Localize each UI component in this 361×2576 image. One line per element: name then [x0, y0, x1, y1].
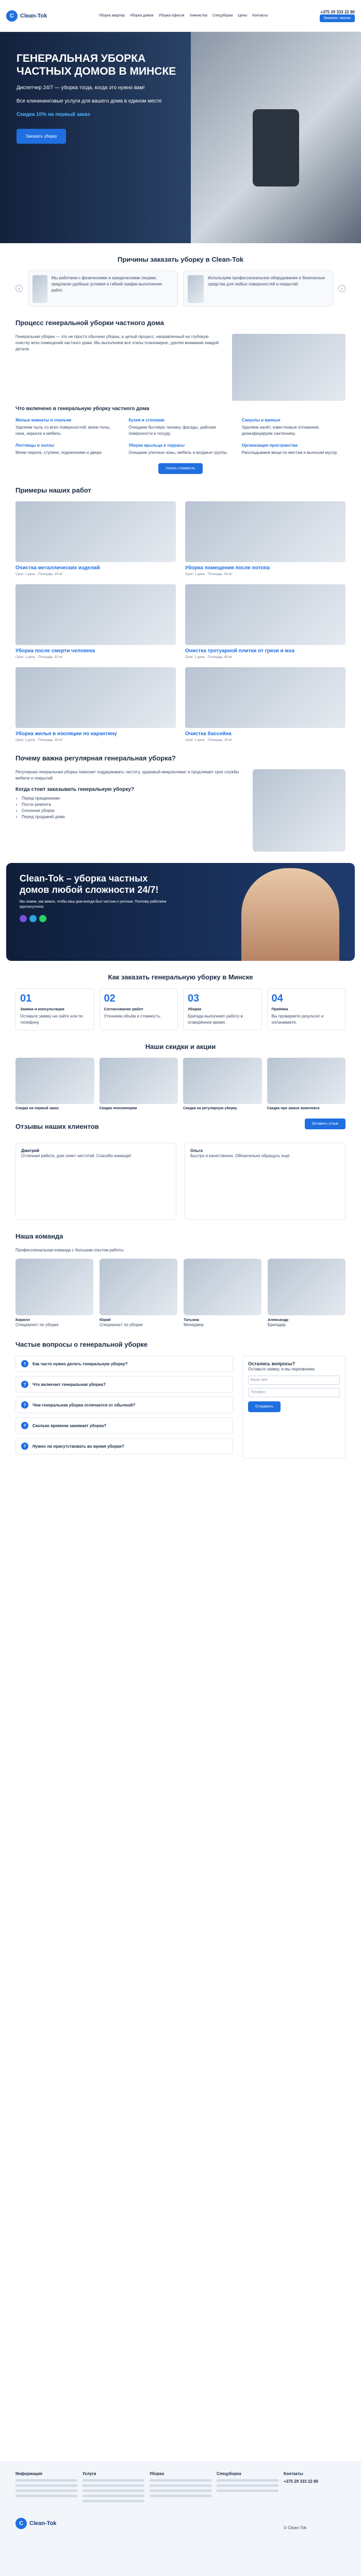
step-text: Оставьте заявку на сайте или по телефону.: [20, 1014, 83, 1025]
faq-question: Что включает генеральная уборка?: [32, 1382, 106, 1387]
process-item: [15, 418, 119, 437]
member-name: Юрий: [100, 1317, 111, 1322]
process-item-title: Санузлы и ванные: [241, 418, 281, 422]
faq-item[interactable]: [15, 1438, 233, 1454]
promo-card[interactable]: [100, 1058, 178, 1110]
footer-col-title: Информация: [15, 2471, 42, 2476]
faq-item[interactable]: [15, 1397, 233, 1413]
process-item-title: Кухня и столовая: [128, 418, 165, 422]
promo-image: [100, 1058, 178, 1104]
site-header: [0, 0, 361, 32]
promo-card-title: Скидка на регулярную уборку: [183, 1107, 237, 1110]
process-item-title: Жилые комнаты и спальни: [15, 418, 72, 422]
banner-text: Мы знаем, как важно, чтобы ваш дом всегда был чистым и уютным. Поэтому работаем круглосуточно.: [20, 900, 167, 909]
step-title: Согласование работ: [104, 1007, 143, 1011]
work-meta: Срок: 1 день · Площадь: 52 м²: [15, 655, 63, 659]
process-image: [232, 334, 346, 401]
hero-order-button[interactable]: Заказать уборку: [17, 129, 66, 144]
copyright: © Clean-Tok: [284, 2526, 307, 2530]
faq-item[interactable]: [15, 1417, 233, 1434]
work-image: [15, 501, 176, 562]
nav-item[interactable]: Уборка квартир: [99, 14, 125, 18]
process-item: [128, 443, 232, 456]
process-item: [15, 443, 119, 456]
faq-item[interactable]: [15, 1355, 233, 1372]
works-section: [0, 486, 361, 742]
logo-icon: C: [6, 10, 18, 22]
promo-title: Наши скидки и акции: [145, 1043, 216, 1050]
work-image: [15, 667, 176, 728]
work-title: Очистка бассейна: [185, 731, 232, 737]
why-list-item: • Сезонная уборка: [22, 808, 244, 814]
footer-col: [15, 2471, 77, 2576]
prev-arrow-icon[interactable]: ‹: [15, 285, 23, 292]
nav-item[interactable]: Уборка домов: [129, 14, 154, 18]
team-member: [184, 1259, 261, 1328]
process-subtitle: Что включено в генеральную уборку частного дома: [15, 406, 150, 412]
process-item: [128, 418, 232, 437]
form-text: Оставьте заявку, и мы перезвоним.: [248, 1367, 316, 1371]
process-item-title: Организация пространства: [241, 443, 298, 448]
brand-name: Clean-Tok: [20, 12, 47, 19]
reason-image: [32, 275, 47, 303]
next-arrow-icon[interactable]: ›: [338, 285, 346, 292]
why-text: Регулярная генеральная уборка помогает поддерживать чистоту, здоровый микроклимат и продлевает срок службы мебели и покрытий.: [15, 770, 239, 781]
promo-card[interactable]: [183, 1058, 262, 1110]
reason-image: [188, 275, 204, 303]
team-member: [100, 1259, 177, 1328]
process-item-text: Очищаем уличные зоны, мебель и входные группы.: [128, 450, 228, 455]
member-photo: [100, 1259, 177, 1315]
process-item-text: Удаляем пыль со всех поверхностей, моем полы, окна, зеркала и мебель.: [15, 425, 111, 436]
member-photo: [184, 1259, 261, 1315]
promo-image: [267, 1058, 346, 1104]
order-section: [0, 973, 361, 1030]
work-title: Очистка металлических изделий: [15, 565, 100, 571]
review-author: Ольга: [190, 1148, 203, 1153]
step-text: Уточняем объём и стоимость.: [104, 1014, 161, 1019]
works-title: Примеры наших работ: [15, 486, 91, 494]
order-step: [267, 988, 346, 1030]
work-card[interactable]: [15, 501, 176, 576]
phone-field[interactable]: Телефон: [248, 1388, 340, 1397]
step-text: Вы проверяете результат и оплачиваете.: [271, 1014, 324, 1025]
leave-review-button[interactable]: Оставить отзыв: [305, 1118, 346, 1129]
footer-logo[interactable]: [15, 2518, 77, 2529]
work-card[interactable]: [15, 667, 176, 742]
work-card[interactable]: [185, 584, 346, 659]
why-image: [253, 769, 346, 852]
faq-title: Частые вопросы о генеральной уборке: [15, 1341, 148, 1348]
promo-section: [0, 1043, 361, 1110]
cleaning-machine-image: [253, 109, 299, 187]
why-list-item: • Перед продажей дома: [22, 814, 244, 820]
why-title: Почему важна регулярная генеральная уборка?: [15, 754, 176, 762]
operator-photo: [241, 868, 339, 961]
review-text: Отличная работа, дом сияет чистотой. Спасибо команде!: [21, 1154, 132, 1158]
step-title: Заявка и консультация: [20, 1007, 64, 1011]
reason-text: Мы работаем с физическими и юридическими лицами, предлагая удобные условия и гибкий график выполнения работ.: [51, 276, 162, 293]
work-image: [185, 584, 346, 645]
header-phone[interactable]: +375 29 333 22 80: [320, 9, 355, 14]
faq-question: Как часто нужно делать генеральную уборку?: [32, 1361, 128, 1366]
promo-card[interactable]: [267, 1058, 346, 1110]
footer-col: [217, 2471, 278, 2576]
viber-icon[interactable]: [20, 915, 27, 922]
site-footer: [0, 2461, 361, 2576]
question-icon: ?: [21, 1381, 28, 1388]
order-title: Как заказать генеральную уборку в Минске: [108, 973, 253, 981]
process-item-title: Уборка крыльца и террасы: [128, 443, 185, 448]
process-item: [242, 418, 346, 437]
question-icon: ?: [21, 1401, 28, 1409]
member-photo: [15, 1259, 93, 1315]
footer-col-title: Уборка: [150, 2471, 164, 2476]
hero: [0, 32, 361, 243]
why-subtitle: Когда стоит заказывать генеральную уборку?: [15, 787, 134, 792]
step-text: Бригада выполняет работу в оговорённое время.: [188, 1014, 243, 1025]
member-name: Кирилл: [15, 1317, 30, 1322]
process-price-button[interactable]: Узнать стоимость: [158, 463, 202, 474]
whatsapp-icon[interactable]: [39, 915, 46, 922]
promo-card-title: Скидка при заказе комплекса: [267, 1107, 320, 1110]
reasons-title: Причины заказать уборку в Clean-Tok: [117, 256, 244, 263]
faq-question: Чем генеральная уборка отличается от обычной?: [32, 1402, 136, 1408]
team-subtitle: Профессиональная команда с большим опытом работы: [15, 1248, 124, 1252]
promo-image: [15, 1058, 94, 1104]
order-step: [100, 988, 178, 1030]
why-list-item: • Перед праздниками: [22, 795, 244, 802]
member-name: Татьяна: [184, 1317, 199, 1322]
hero-line2: Все клинининговые услуги для вашего дома в едином месте: [17, 98, 162, 104]
promo-banner: [6, 863, 355, 961]
promo-card[interactable]: [15, 1058, 94, 1110]
why-list-item: • После ремонта: [22, 802, 244, 808]
review-card: [185, 1143, 346, 1220]
review-card: [15, 1143, 176, 1220]
team-member: [268, 1259, 346, 1328]
work-card[interactable]: [185, 667, 346, 742]
question-icon: ?: [21, 1443, 28, 1450]
review-text: Быстро и качественно. Обязательно обращусь ещё.: [190, 1154, 291, 1158]
work-title: Уборка помещения после потопа: [185, 565, 270, 571]
process-item: [242, 443, 346, 456]
nav-item[interactable]: Контакты: [252, 14, 268, 18]
work-meta: Срок: 1 день · Площадь: 60 м²: [185, 572, 233, 576]
telegram-icon[interactable]: [29, 915, 37, 922]
process-title: Процесс генеральной уборки частного дома: [15, 319, 164, 327]
team-title: Наша команда: [15, 1232, 63, 1240]
work-meta: Срок: 1 день · Площадь: 30 м²: [185, 738, 233, 742]
team-section: [0, 1232, 361, 1328]
member-role: Специалист по уборке: [15, 1323, 59, 1327]
logo[interactable]: [6, 10, 47, 22]
review-author: Дмитрий: [21, 1148, 40, 1153]
member-role: Менеджер: [184, 1323, 204, 1327]
reason-card: [28, 270, 178, 307]
banner-title: Clean-Tok – уборка частных домов любой сложности 24/7!: [20, 873, 159, 895]
step-number: 03: [188, 993, 200, 1004]
footer-brand-name: Clean-Tok: [29, 2520, 57, 2527]
work-title: Очистка тротуарной плитки от грязи и мха: [185, 648, 294, 654]
form-title: Остались вопросы?: [248, 1361, 296, 1366]
nav-item[interactable]: Цены: [238, 14, 248, 18]
reasons-section: [0, 256, 361, 307]
step-number: 04: [271, 993, 283, 1004]
process-item-text: Очищаем бытовую технику, фасады, рабочие поверхности и посуду.: [128, 425, 217, 436]
nav-item[interactable]: Химчистка: [189, 14, 208, 18]
name-field[interactable]: Ваше имя: [248, 1376, 340, 1385]
work-image: [185, 667, 346, 728]
faq-section: [0, 1341, 361, 1459]
question-icon: ?: [21, 1422, 28, 1429]
footer-col: [284, 2471, 346, 2576]
process-intro: Генеральная уборка — это не просто обычная уборка, а целый процесс, направленный на глубокую очистку всех помещений частного дома. Мы выполняем все этапы планомерно, уделяя внимание каждой детали.: [15, 334, 219, 351]
step-title: Приёмка: [271, 1007, 288, 1011]
process-item-text: Моем перила, ступени, подоконники и двери.: [15, 450, 103, 455]
process-item-text: Удаляем налёт, известковые отложения, дезинфицируем сантехнику.: [241, 425, 320, 436]
process-item-title: Лестницы и холлы: [15, 443, 55, 448]
footer-col-title: Контакты: [284, 2471, 303, 2476]
work-meta: Срок: 1 день · Площадь: 80 м²: [185, 655, 233, 659]
promo-image: [183, 1058, 262, 1104]
step-title: Уборка: [188, 1007, 202, 1011]
hero-subline: Диспетчер 24/7 — уборка тогда, когда это нужно вам!: [17, 84, 145, 91]
work-card[interactable]: [15, 584, 176, 659]
nav-item[interactable]: Спецуборка: [212, 14, 233, 18]
order-step: [15, 988, 94, 1030]
nav-item[interactable]: Уборка офисов: [158, 14, 185, 18]
member-photo: [268, 1259, 346, 1315]
work-image: [185, 501, 346, 562]
footer-col-title: Услуги: [83, 2471, 96, 2476]
member-name: Александр: [268, 1317, 289, 1322]
order-step: [183, 988, 262, 1030]
hero-title: ГЕНЕРАЛЬНАЯ УБОРКА ЧАСТНЫХ ДОМОВ В МИНСКЕ: [17, 53, 176, 77]
question-icon: ?: [21, 1360, 28, 1367]
work-card[interactable]: [185, 501, 346, 576]
promo-card-title: Скидка на первый заказ: [15, 1107, 59, 1110]
hero-accent: Скидка 10% на первый заказ: [17, 111, 90, 117]
member-role: Специалист по уборке: [100, 1323, 143, 1327]
why-section: [0, 754, 361, 852]
footer-phone[interactable]: +375 29 333 22 80: [284, 2479, 318, 2484]
process-item-text: Раскладываем вещи по местам и выносим мусор.: [241, 450, 338, 455]
work-meta: Срок: 1 день · Площадь: 45 м²: [15, 738, 63, 742]
work-title: Уборка жилья в изоляции по карантину: [15, 731, 117, 737]
main-nav: [52, 14, 314, 18]
reviews-section: [0, 1110, 361, 1220]
team-member: [15, 1259, 93, 1328]
step-number: 01: [20, 993, 32, 1004]
footer-col: [150, 2471, 211, 2576]
step-number: 02: [104, 993, 116, 1004]
work-meta: Срок: 1 день · Площадь: 40 м²: [15, 572, 63, 576]
faq-item[interactable]: [15, 1376, 233, 1393]
call-button[interactable]: Заказать звонок: [320, 14, 355, 22]
work-image: [15, 584, 176, 645]
reviews-title: Отзывы наших клиентов: [15, 1123, 99, 1130]
footer-col-title: Спецуборка: [217, 2471, 241, 2476]
send-button[interactable]: Отправить: [248, 1401, 281, 1412]
process-section: [0, 319, 361, 474]
faq-question: Нужно ли присутствовать во время уборки?: [32, 1444, 124, 1449]
faq-question: Сколько времени занимает уборка?: [32, 1423, 107, 1428]
logo-icon: C: [15, 2518, 27, 2529]
question-form: [242, 1355, 346, 1459]
promo-card-title: Скидка пенсионерам: [99, 1107, 137, 1110]
reason-card: [183, 270, 333, 307]
reason-text: Используем профессиональное оборудование и безопасные средства для любых поверхностей и покрытий.: [208, 276, 325, 286]
member-role: Бригадир: [268, 1323, 286, 1327]
footer-col: [83, 2471, 144, 2576]
work-title: Уборка после смерти человека: [15, 648, 95, 654]
